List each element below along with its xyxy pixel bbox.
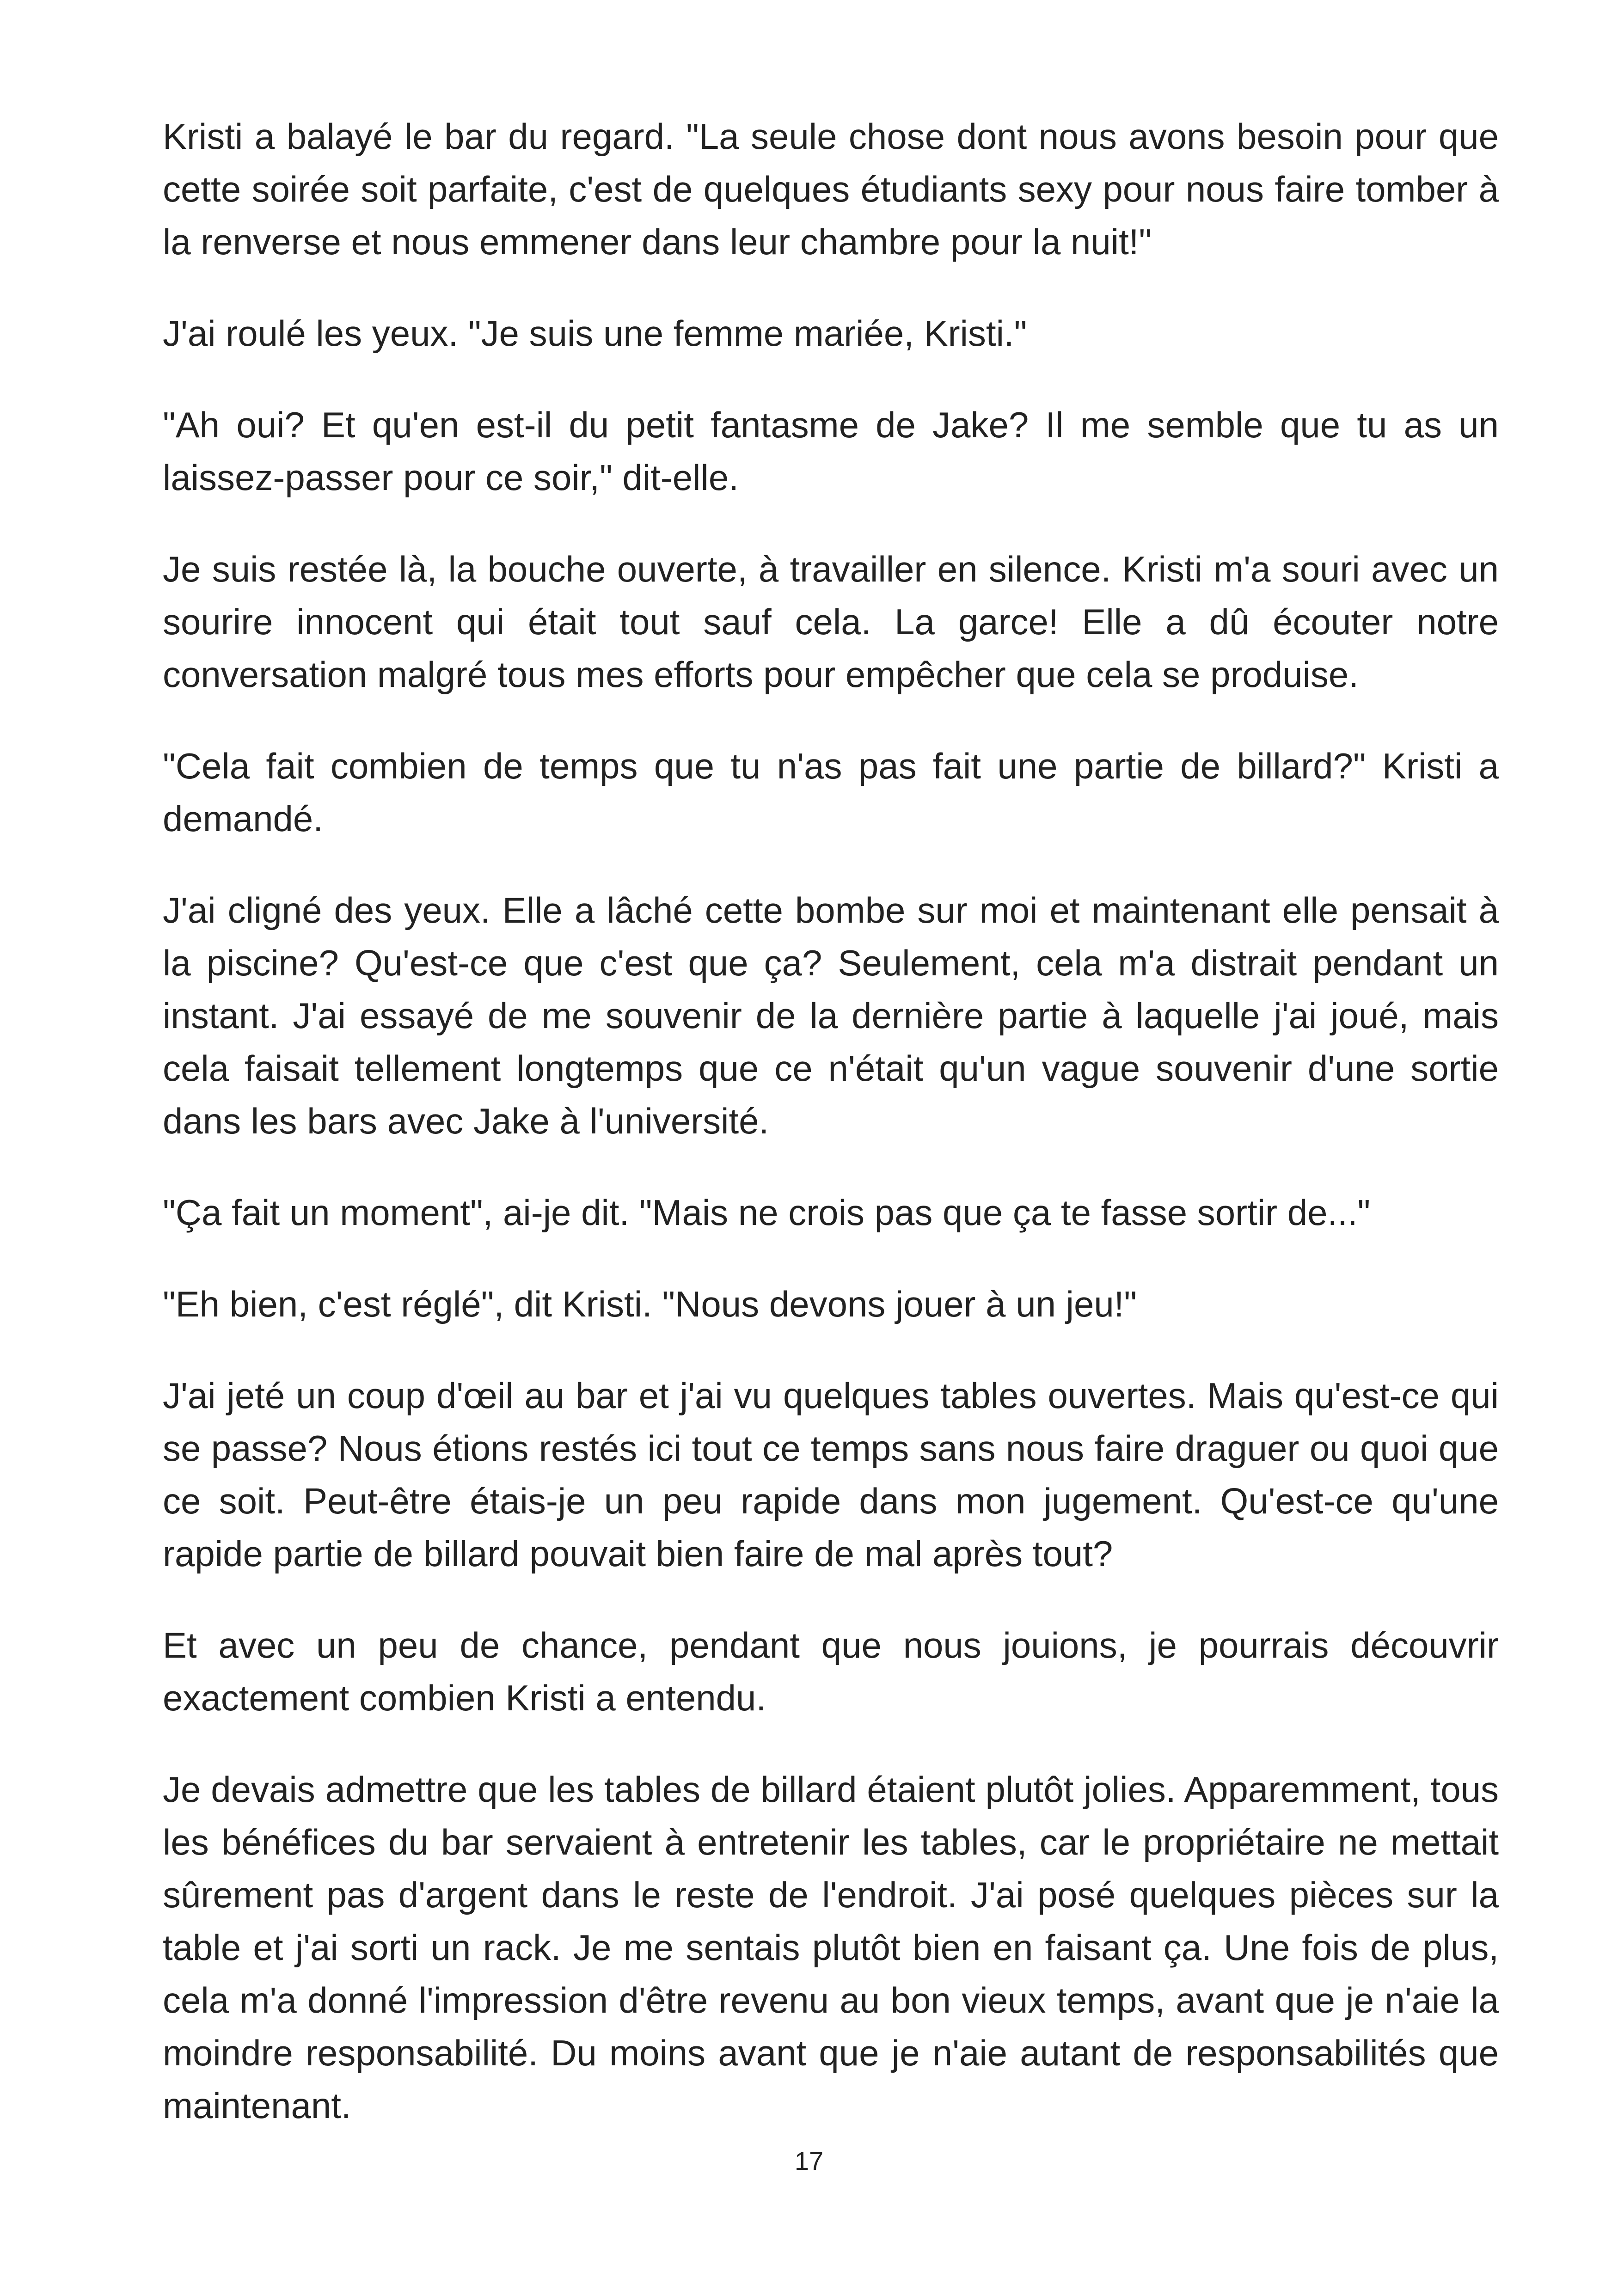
paragraph-8: "Eh bien, c'est réglé", dit Kristi. "Nous devons jouer à un jeu!" [163,1284,1137,1324]
paragraph-5: "Cela fait combien de temps que tu n'as pas fait une partie de billard?" Kristi a demandé. [163,746,1499,839]
paragraph-4: Je suis restée là, la bouche ouverte, à travailler en silence. Kristi m'a souri avec un sourire innocent qui était tout sauf cela. La garce! Elle a dû écouter notre conversation malgré tous mes efforts pour empêcher que cela se produise. [163,549,1499,695]
paragraph-6: J'ai cligné des yeux. Elle a lâché cette bombe sur moi et maintenant elle pensait à la piscine? Qu'est-ce que c'est que ça? Seulement, cela m'a distrait pendant un instant. J'ai essayé de me souvenir de la dernière partie à laquelle j'ai joué, mais cela faisait tellement longtemps que ce n'était qu'un vague souvenir d'une sortie dans les bars avec Jake à l'université. [163,890,1499,1141]
paragraph-10: Et avec un peu de chance, pendant que nous jouions, je pourrais découvrir exactement combien Kristi a entendu. [163,1625,1499,1718]
paragraph-1: Kristi a balayé le bar du regard. "La seule chose dont nous avons besoin pour que cette soirée soit parfaite, c'est de quelques étudiants sexy pour nous faire tomber à la renverse et nous emmener dans leur chambre pour la nuit!" [163,116,1499,262]
paragraph-2: J'ai roulé les yeux. "Je suis une femme mariée, Kristi." [163,313,1027,354]
paragraph-7: "Ça fait un moment", ai-je dit. "Mais ne crois pas que ça te fasse sortir de..." [163,1192,1371,1233]
paragraph-3: "Ah oui? Et qu'en est-il du petit fantasme de Jake? Il me semble que tu as un laissez-passer pour ce soir," dit-elle. [163,404,1499,498]
paragraph-9: J'ai jeté un coup d'œil au bar et j'ai vu quelques tables ouvertes. Mais qu'est-ce qui se passe? Nous étions restés ici tout ce temps sans nous faire draguer ou quoi que ce soit. Peut-être étais-je un peu rapide dans mon jugement. Qu'est-ce qu'une rapide partie de billard pouvait bien faire de mal après tout? [163,1375,1499,1574]
paragraph-11: Je devais admettre que les tables de billard étaient plutôt jolies. Apparemment, tous les bénéfices du bar servaient à entretenir les tables, car le propriétaire ne mettait sûrement pas d'argent dans le reste de l'endroit. J'ai posé quelques pièces sur la table et j'ai sorti un rack. Je me sentais plutôt bien en faisant ça. Une fois de plus, cela m'a donné l'impression d'être revenu au bon vieux temps, avant que je n'aie la moindre responsabilité. Du moins avant que je n'aie autant de responsabilités que maintenant. [163,1769,1499,2126]
page-number: 17 [794,2146,824,2175]
body-text [163,110,1499,2132]
